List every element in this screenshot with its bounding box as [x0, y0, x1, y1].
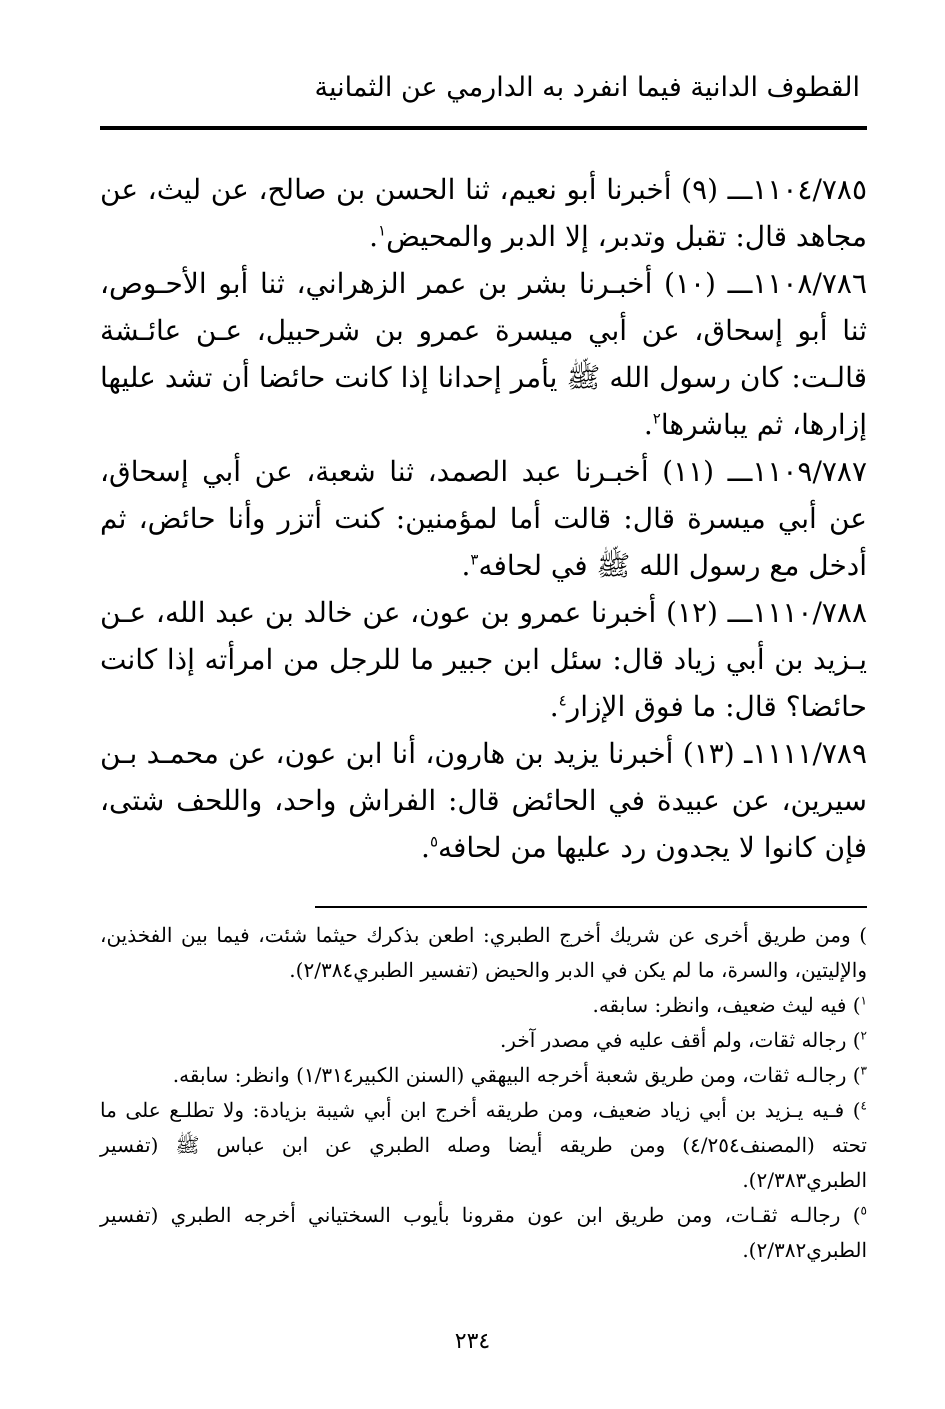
footnote-number: ٣	[860, 1063, 867, 1078]
footnote-ref: ٣	[470, 550, 479, 569]
footnote-text: ) فيه ليث ضعيف، وانظر: سابقه.	[592, 993, 861, 1017]
hadith-paragraph	[100, 166, 867, 260]
hadith-text: ١١٠٩/٧٨٧ـــ (١١) أخبـرنا عبد الصمد، ثنا شعبة، عن أبي إسحاق، عن أبي ميسرة قال: قالت أما لمؤمنين: كنت أتزر وأنا حائض، ثم أدخل مع رسول الله ﷺ في لحافه	[100, 455, 867, 582]
footnote-text: ) رجالـه ثقـات، ومن طريق ابن عون مقرونا بأيوب السختياني أخرجه الطبري (تفسير الطبري٢/٣٨٢).	[100, 1203, 867, 1262]
footnote-number: ٤	[860, 1098, 867, 1113]
footnote-item	[100, 1093, 867, 1198]
footnote-ref: ٢	[652, 409, 661, 428]
running-header: القطوف الدانية فيما انفرد به الدارمي عن الثمانية	[314, 72, 860, 103]
footnote-item	[100, 1198, 867, 1268]
hadith-end: .	[643, 408, 653, 441]
hadith-paragraph	[100, 260, 867, 448]
footnote-item	[100, 1058, 867, 1093]
hadith-paragraph	[100, 589, 867, 730]
hadith-paragraph	[100, 448, 867, 589]
footnote-ref: ٥	[429, 832, 438, 851]
footnote-number: ٢	[860, 1028, 867, 1043]
footnote-ref: ٤	[558, 691, 567, 710]
footnote-text: ) رجالـه ثقات، ومن طريق شعبة أخرجه البيهقي (السنن الكبير١/٣١٤) وانظر: سابقه.	[172, 1063, 861, 1087]
footnote-item	[100, 918, 867, 988]
hadith-end: .	[461, 549, 471, 582]
hadith-text: ١١١٠/٧٨٨ـــ (١٢) أخبرنا عمرو بن عون، عن خالد بن عبد الله، عـن يـزيد بن أبي زياد قال: سئل ابن جبير ما للرجل من امرأته إذا كانت حائضا؟ قال: ما فوق الإزار	[100, 596, 868, 723]
footnote-item	[100, 1023, 867, 1058]
footnote-text: ) ومن طريق أخرى عن شريك أخرج الطبري: اطعن بذكرك حيثما شئت، فيما بين الفخذين، والإليتين، والسرة، ما لم يكن في الدبر والحيض (تفسير الطبري٢/٣٨٤).	[100, 923, 867, 982]
hadith-end: .	[369, 220, 379, 253]
footnote-text: ) فـيه يـزيد بن أبي زياد ضعيف، ومن طريقه أخرج ابن أبي شيبة بزيادة: ولا تطلـع على ما تحته (المصنف٤/٢٥٤) ومن طريقه أيضا وصله الطبري عن ابن عباس ﷺ (تفسير الطبري٢/٣٨٣).	[100, 1098, 867, 1192]
hadith-end: .	[549, 690, 559, 723]
footnote-separator	[315, 906, 867, 908]
hadith-text: ١١٠٤/٧٨٥ـــ (٩) أخبرنا أبو نعيم، ثنا الحسن بن صالح، عن ليث، عن مجاهد قال: تقبل وتدبر، إلا الدبر والمحيض	[100, 173, 867, 253]
footnote-ref: ١	[378, 221, 387, 240]
footnote-number: ٥	[860, 1203, 867, 1218]
footnote-item	[100, 988, 867, 1023]
body-text	[100, 166, 868, 864]
hadith-end: .	[421, 831, 430, 864]
page-number: ٢٣٤	[454, 1329, 491, 1354]
hadith-paragraph	[100, 730, 867, 871]
footnote-number: ١	[860, 993, 867, 1008]
footnotes	[100, 918, 867, 1328]
header-rule	[100, 126, 867, 130]
footnote-text: ) رجاله ثقات، ولم أقف عليه في مصدر آخر.	[499, 1028, 861, 1052]
hadith-text: ١١٠٨/٧٨٦ـــ (١٠) أخبـرنا بشر بن عمر الزهراني، ثنا أبو الأحـوص، ثنا أبو إسحاق، عن أبي ميسرة عمرو بن شرحبيل، عـن عائـشة قالـت: كان رسول الله ﷺ يأمر إحدانا إذا كانت حائضا أن تشد عليها إزارها، ثم يباشرها	[100, 267, 867, 441]
hadith-text: ١١١١/٧٨٩ـ (١٣) أخبرنا يزيد بن هارون، أنا ابن عون، عن محمـد بـن سيرين، عن عبيدة في الحائض قال: الفراش واحد، واللحف شتى، فإن كانوا لا يجدون رد عليها من لحافه	[100, 737, 867, 864]
